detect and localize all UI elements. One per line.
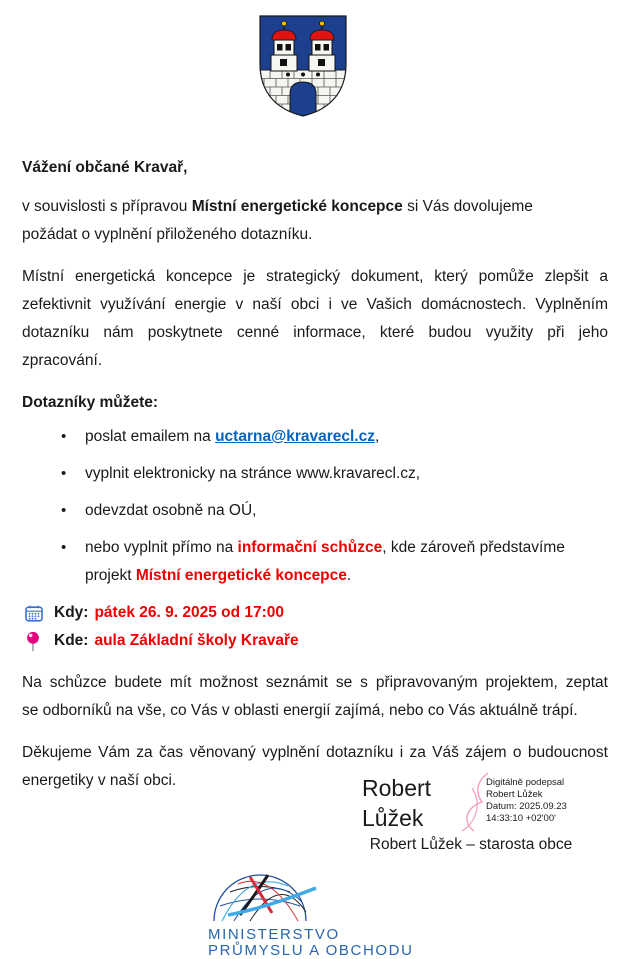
list-item-office: • odevzdat osobně na OÚ,	[22, 497, 608, 525]
list-item-web: • vyplnit elektronicky na stránce www.kravarecl.cz,	[22, 460, 608, 488]
where-value: aula Základní školy Kravaře	[94, 632, 299, 649]
where-row	[25, 627, 608, 655]
when-value: pátek 26. 9. 2025 od 17:00	[94, 604, 285, 621]
intro-text: v souvislosti s přípravou	[22, 198, 192, 215]
intro-paragraph	[22, 193, 608, 249]
options-list	[22, 423, 608, 590]
salutation: Vážení občané Kravař,	[22, 159, 188, 176]
digital-signature-block	[362, 771, 580, 855]
kravare-coat-of-arms-icon	[258, 14, 348, 118]
calendar-icon	[25, 605, 45, 622]
where-label: Kde:	[54, 632, 89, 649]
list-heading: Dotazníky můžete:	[22, 394, 159, 411]
round-pushpin-icon	[25, 631, 45, 652]
ministry-name: MINISTERSTVO PRŮMYSLU A OBCHODU	[208, 926, 414, 959]
list-item-meeting: • nebo vyplnit přímo na informační schůzce, kde zároveň představíme projekt Místní energetické koncepce.	[22, 534, 608, 590]
town-crest	[258, 14, 348, 123]
mpo-logo	[208, 869, 418, 959]
body-paragraph-1: Místní energetická koncepce je strategický dokument, který pomůže zlepšit a zefektivnit využívání energie v naší obci i ve Vašich domácnostech. Vyplněním dotazníku nám poskytnete cenné informace, které budou využity při jeho zpracování.	[22, 268, 608, 369]
signature-caption: Robert Lůžek – starosta obce	[369, 836, 573, 853]
body-paragraph-3: Děkujeme Vám za čas věnovaný vyplnění dotazníku i za Váš zájem o budoucnost energetiky v naší obci.	[22, 744, 608, 789]
when-label: Kdy:	[54, 604, 89, 621]
email-link[interactable]: uctarna@kravarecl.cz	[215, 428, 375, 445]
concept-highlight: Místní energetické koncepce	[135, 567, 347, 584]
intro-text: si Vás dovolujeme	[402, 198, 533, 215]
mpo-globe-icon	[210, 869, 318, 923]
when-row	[25, 599, 608, 627]
signature-cert-details: Digitálně podepsal Robert Lůžek Datum: 2025.09.23 14:33:10 +02'00'	[462, 771, 580, 833]
list-item-email: • poslat emailem na uctarna@kravarecl.cz,	[22, 423, 608, 451]
signature-name: Robert Lůžek	[362, 775, 432, 831]
meeting-highlight: informační schůzce	[237, 539, 383, 556]
body-paragraph-2: Na schůzce budete mít možnost seznámit se s připravovaným projektem, zeptat se odborníků na vše, co Vás v oblasti energií zajímá, nebo co Vás aktuálně trápí.	[22, 674, 608, 719]
intro-bold-text: Místní energetické koncepce	[191, 198, 403, 215]
intro-text: požádat o vyplnění přiloženého dotazníku.	[22, 226, 313, 243]
signature-flourish-icon	[458, 771, 492, 837]
